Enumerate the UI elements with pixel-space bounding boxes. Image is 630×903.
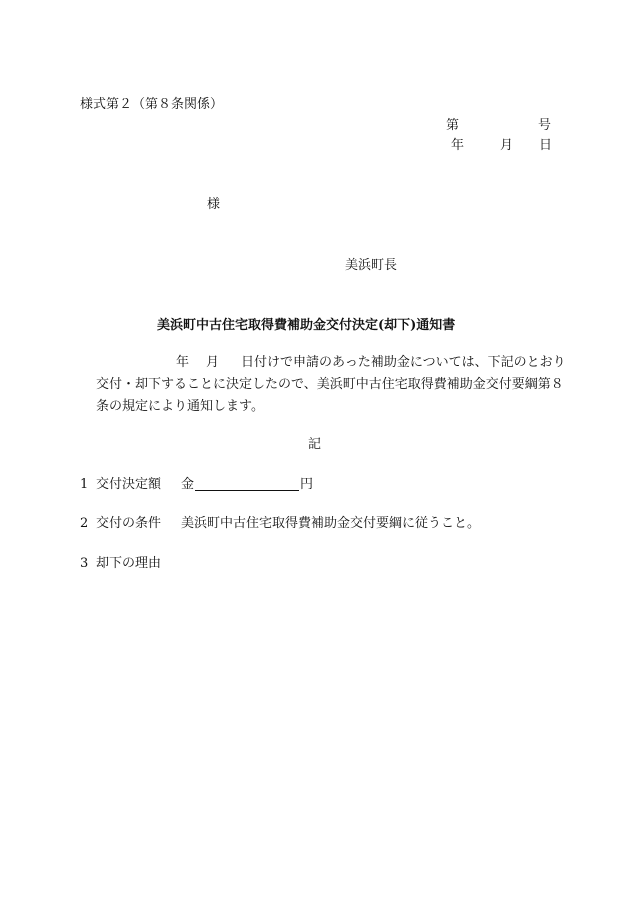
document-number-prefix: 第 <box>446 118 460 133</box>
date-day-label: 日 <box>539 138 553 153</box>
date-year-label: 年 <box>451 138 465 153</box>
body-year-label: 年 <box>176 355 190 370</box>
item-number: 2 <box>80 516 89 531</box>
item-number: 1 <box>80 477 89 492</box>
conditions-value: 美浜町中古住宅取得費補助金交付要綱に従うこと。 <box>181 516 481 531</box>
document-number-suffix: 号 <box>538 118 552 133</box>
body-line-2: 交付・却下することに決定したので、美浜町中古住宅取得費補助金交付要綱第８ <box>96 377 564 392</box>
body-line-1 <box>176 355 566 371</box>
amount-blank-line <box>195 490 299 491</box>
item-label-rejection-reason: 却下の理由 <box>96 556 162 571</box>
addressee-honorific: 様 <box>207 197 221 212</box>
ki-heading: 記 <box>308 437 322 452</box>
issuer-name: 美浜町長 <box>345 258 398 273</box>
body-month-label: 月 <box>206 355 220 370</box>
amount-prefix: 金 <box>181 477 195 492</box>
form-label: 様式第２（第８条関係） <box>80 97 224 112</box>
body-line-3: 条の規定により通知します。 <box>96 399 264 414</box>
item-label-grant-amount: 交付決定額 <box>96 477 162 492</box>
document-title: 美浜町中古住宅取得費補助金交付決定(却下)通知書 <box>157 318 456 333</box>
amount-unit: 円 <box>300 477 314 492</box>
item-number: 3 <box>80 556 89 571</box>
item-label-conditions: 交付の条件 <box>96 516 162 531</box>
date-month-label: 月 <box>500 138 514 153</box>
body-line-1-text: 日付けで申請のあった補助金については、下記のとおり <box>241 355 566 370</box>
